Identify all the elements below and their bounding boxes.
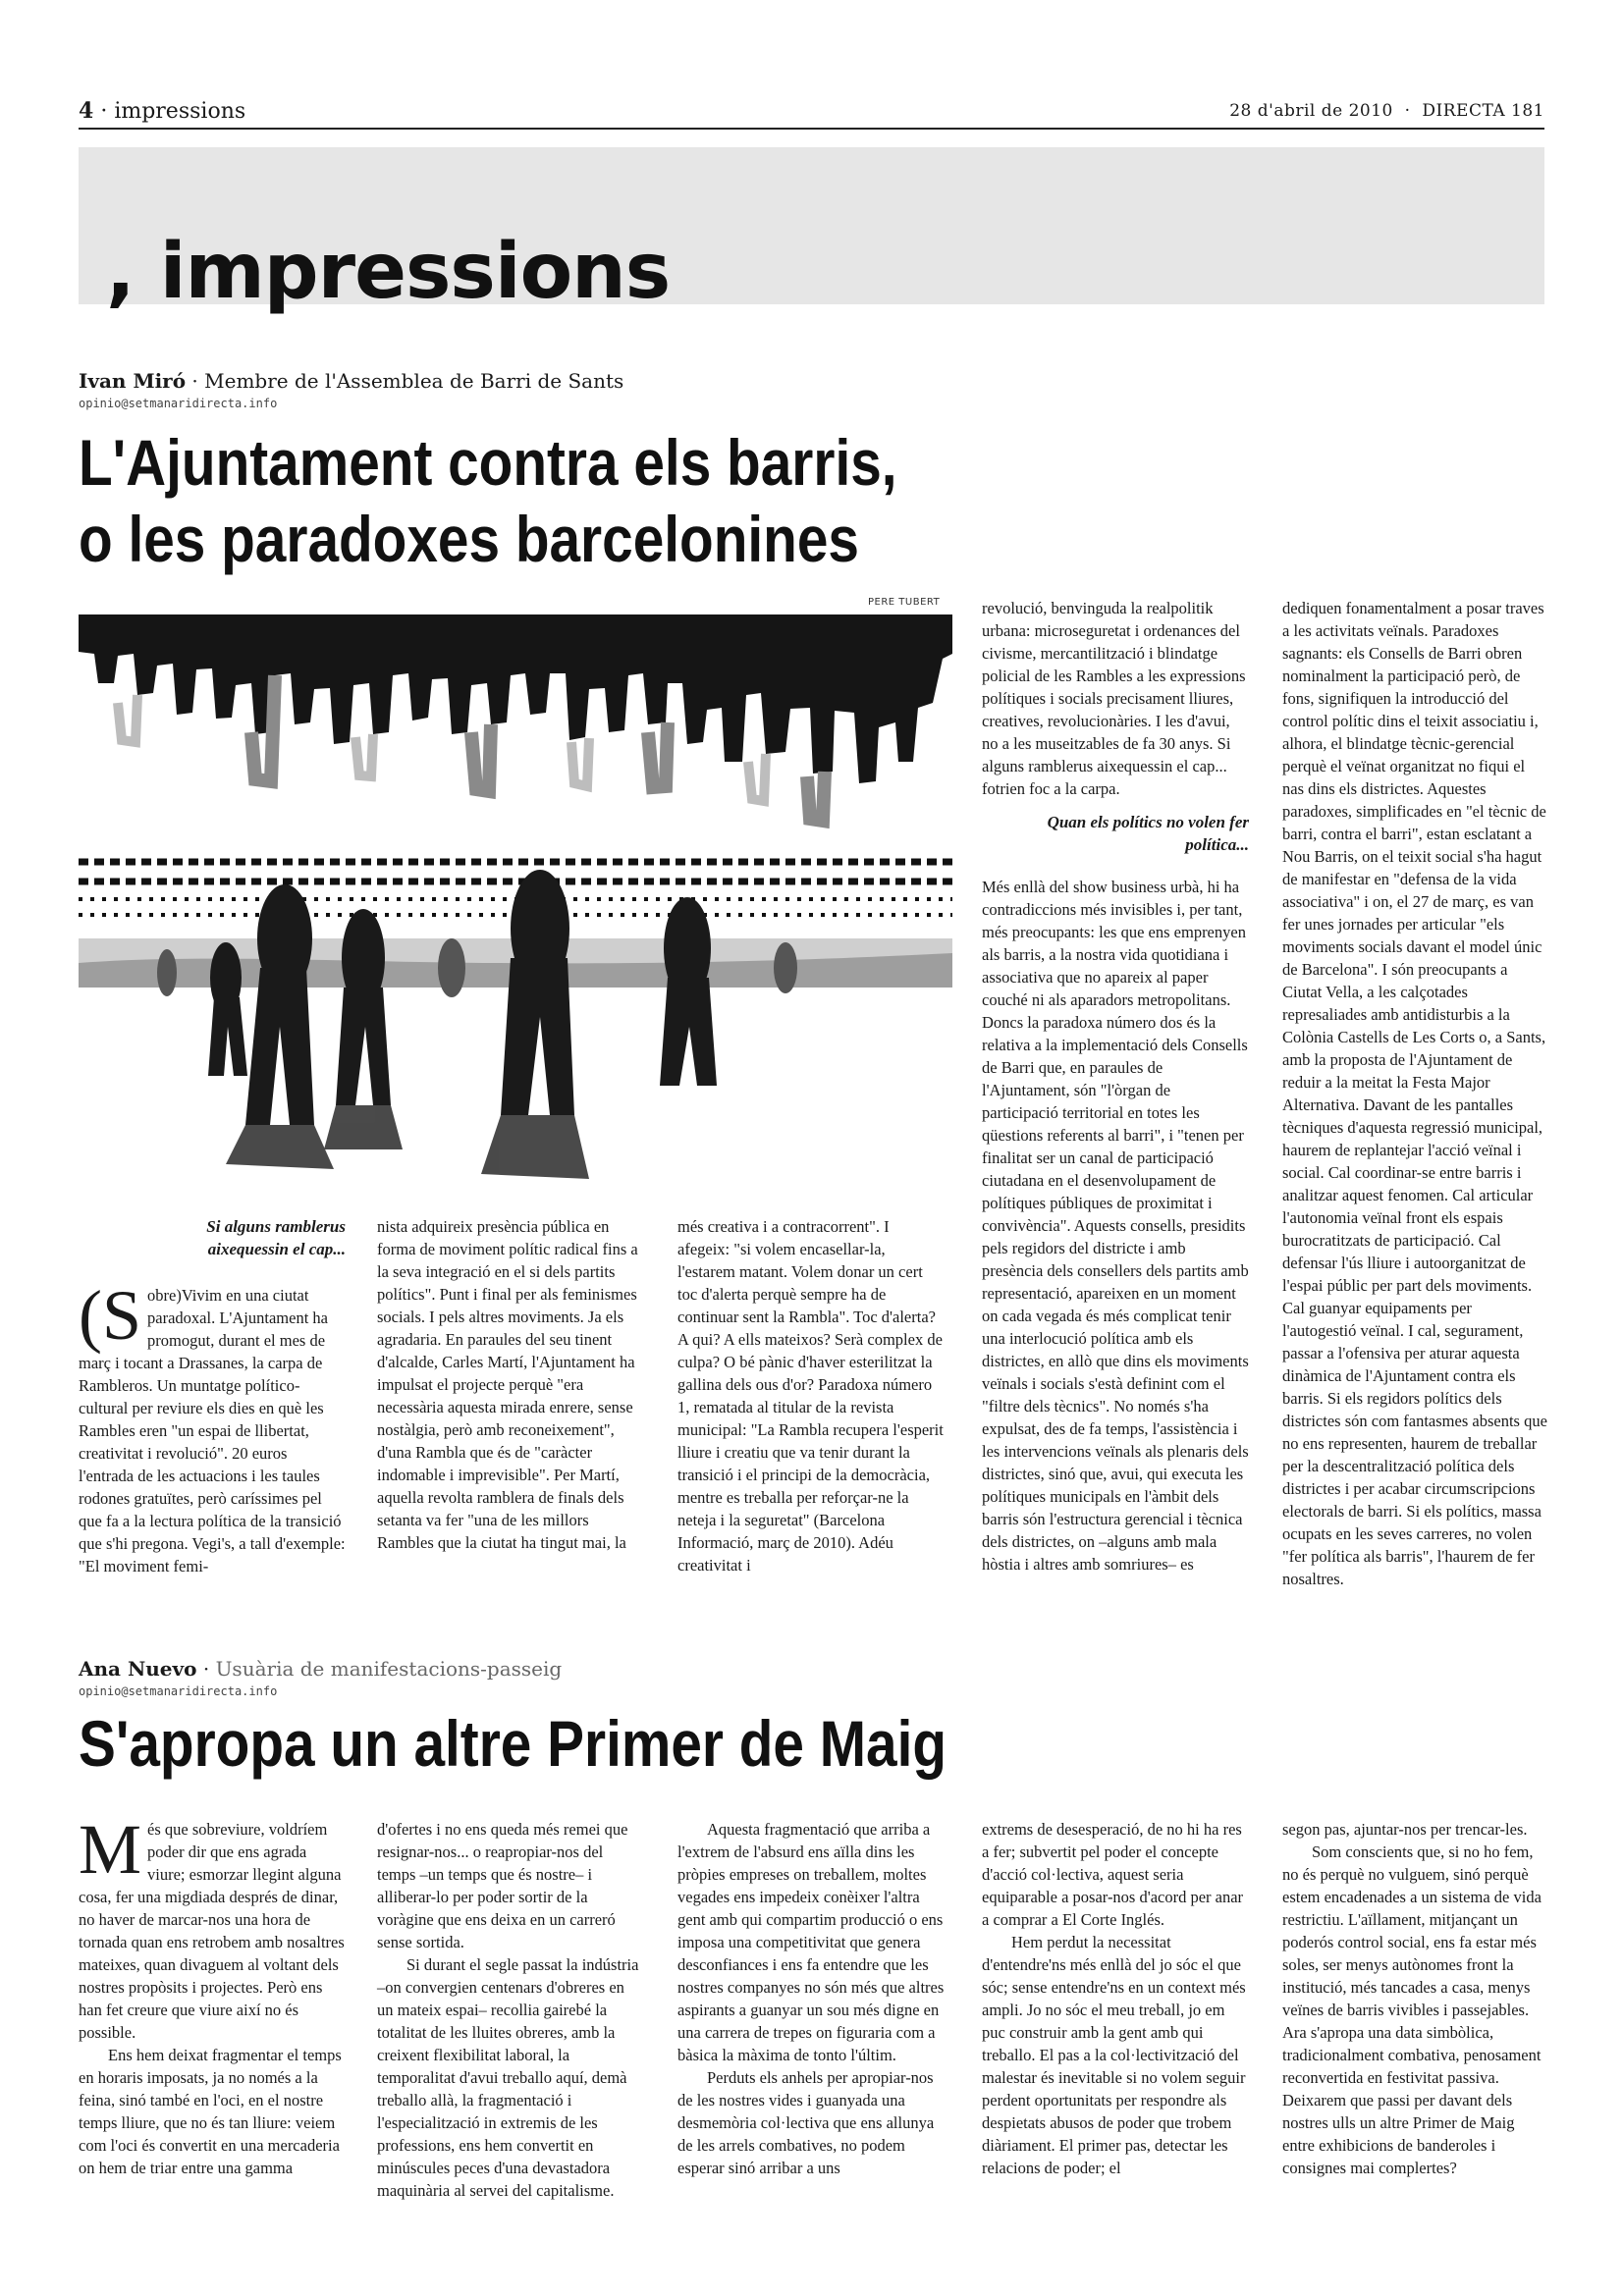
article1-illustration — [79, 614, 952, 1184]
article2-column-3b-text: Perduts els anhels per apropiar-nos de les nostres vides i guanyada una desmemòria col·lectiva que ens allunya de les arrels combatives, no podem esperar sinó arribar a uns — [677, 2068, 935, 2177]
article2-column-1 — [79, 1810, 346, 2179]
article2-column-3a-text: Aquesta fragmentació que arriba a l'extrem de l'absurd ens aïlla dins les pròpies empreses on treballem, moltes vegades ens impedeix conèixer l'altra gent amb qui compartim producció o ens imposa una competitivitat que genera desconfiances i ens fa entendre que les nostres companyes no són més que altres aspirants a guanyar un sou més digne en una carrera de trepes on figuraria com a bàsica la màxima de tonto l'últim. — [677, 1820, 945, 2064]
header-rule — [79, 128, 1544, 130]
article2-author: Ana Nuevo — [79, 1657, 197, 1681]
page-header-left — [79, 98, 245, 124]
article2-column-1a-text: és que sobreviure, voldríem poder dir que ens agrada viure; esmorzar llegint alguna cosa, fer una migdiada després de dinar, no haver de marcar-nos una hora de tornada quan ens retrobem amb nosaltres mateixes, quan divaguem al voltant dels nostres propòsits i projectes. Però ens han fet creure que viure així no és possible. — [79, 1820, 345, 2042]
photo-credit: PERE TUBERT — [868, 597, 941, 608]
article2-column-5a-text: segon pas, ajuntar-nos per trencar-les. — [1282, 1820, 1528, 1839]
article2-column-5 — [1282, 1818, 1549, 2179]
article1-author-sep: · — [191, 369, 198, 393]
article2-column-2 — [377, 1818, 644, 2202]
article1-headline-line2: o les paradoxes barcelonines — [79, 503, 859, 575]
article1-author: Ivan Miró — [79, 369, 187, 393]
article2-drop-cap: M — [79, 1810, 142, 1889]
article2-email: opinio@setmanaridirecta.info — [79, 1684, 278, 1698]
article2-column-5b-text: Som conscients que, si no ho fem, no és perquè no vulguem, sinó perquè estem encadenades a un sistema de vida restrictiu. L'aïllament, mitjançant un poderós control social, ens fa estar més soles, ser menys autònomes front la institució, més tancades a casa, menys veïnes de barris vivibles i passejables. Ara s'apropa una data simbòlica, tradicionalment combativa, penosament reconvertida en festivitat passiva. Deixarem que passi per davant dels nostres ulls un altre Primer de Maig entre exhibicions de banderoles i consignes mai complertes? — [1282, 1842, 1542, 2177]
article2-headline: S'apropa un altre Primer de Maig — [79, 1707, 947, 1780]
article2-column-2b-text: Si durant el segle passat la indústria –on convergien centenars d'obreres en un mateix espai– recollia gairebé la totalitat de les lluites obreres, amb la creixent flexibilitat laboral, la temporalitat d'avui treballo aquí, demà treballo allà, la fragmentació i l'especialització in extremis de les professions, ens hem convertit en minúscules peces d'una devastadora maquinària al servei del capitalisme. — [377, 1955, 639, 2200]
article2-role: Usuària de manifestacions-passeig — [215, 1657, 563, 1681]
article1-column-1 — [79, 1276, 346, 1577]
header-date: 28 d'abril de 2010 — [1229, 101, 1393, 121]
article2-column-4b-text: Hem perdut la necessitat d'entendre'ns més enllà del jo sóc el que sóc; sense entendre'ns en un context més ampli. Jo no sóc el meu treball, jo em puc construir amb la gent amb qui treballo. El pas a la col·lectivització del malestar és inevitable si no volem seguir perdent oportunitats per respondre als despietats abusos de poder que trobem diàriament. El primer pas, detectar les relacions de poder; el — [982, 1933, 1246, 2177]
article1-byline — [79, 369, 623, 393]
article1-role: Membre de l'Assemblea de Barri de Sants — [204, 369, 624, 393]
article2-byline — [79, 1657, 562, 1681]
article1-column-4b: Més enllà del show business urbà, hi ha contradiccions més invisibles i, per tant, més preocupants: les que ens emprenyen als barris, a la nostra vida quotidiana i associativa que no apareix al paper couché ni als aparadors metropolitans. Doncs la paradoxa número dos és la relativa a la implementació dels Consells de Barri que, en paraules de l'Ajuntament, són "l'òrgan de participació territorial en totes les qüestions referents al barri", i "tenen per finalitat ser un canal de participació ciutadana en el desenvolupament de polítiques públiques de proximitat i convivència". Aquests consells, presidits pels regidors del districte i amb presència dels consellers dels partits amb representació, apareixen en un moment on cada vegada és més complicat tenir una interlocució política amb els districtes, en allò que dins els moviments veïnals i socials s'està definint com el "filtre dels tècnics". No només s'ha expulsat, des de fa temps, l'assistència i les intervencions veïnals als plenaris dels districtes, sinó que, avui, qui executa les polítiques municipals en l'àmbit dels barris són l'estructura gerencial i tècnica dels districtes, on –alguns amb mala hòstia i altres amb somriures– es — [982, 878, 1249, 1574]
header-separator-2: · — [1404, 101, 1411, 121]
article2-author-sep: · — [202, 1657, 210, 1681]
page-number: 4 — [79, 98, 94, 124]
article1-drop-cap: (S — [79, 1276, 142, 1355]
header-publication: DIRECTA 181 — [1422, 101, 1544, 121]
article1-headline — [79, 424, 1007, 577]
page-header-right — [1229, 101, 1544, 121]
article1-column-1-text: obre)Vivim en una ciutat paradoxal. L'Ajuntament ha promogut, durant el mes de març i tocant a Drassanes, la carpa de Rambleros. Un muntatge político-cultural per reviure els dies en què les Rambles eren "un espai de llibertat, creativitat i revolució". 20 euros l'entrada de les actuacions i les taules rodones gratuïtes, però caríssimes pel que fa a la lectura política de la transició que s'hi pregona. Vegi's, a tall d'exemple: "El moviment femi- — [79, 1286, 346, 1575]
article2-column-2a-text: d'ofertes i no ens queda més remei que resignar-nos... o reapropiar-nos del temps –un temps que és nostre– i alliberar-lo per poder sortir de la voràgine que ens deixa en un carreró sense sortida. — [377, 1820, 628, 1951]
article2-column-4a-text: extrems de desesperació, de no hi ha res a fer; subvertit pel poder el concepte d'acció col·lectiva, aquest seria equiparable a posar-nos d'acord per anar a comprar a El Corte Inglés. — [982, 1820, 1244, 1929]
article1-column-5: dediquen fonamentalment a posar traves a les activitats veïnals. Paradoxes sagnants: els Consells de Barri obren nominalment la participació però, de fons, signifiquen la introducció del control polític dins el teixit associatiu i, alhora, el blindatge tècnic-gerencial perquè el veïnat organitzat no fiqui el nas dins els districtes. Aquestes paradoxes, simplificades en "el tècnic de barri, contra el barri", estan esclatant a Nou Barris, on el teixit social s'ha hagut de manifestar en "defensa de la vida associativa" i on, el 27 de març, es van fer unes jornades per articular "els moviments socials davant el model únic de Barcelona". I són preocupants a Ciutat Vella, a les calçotades represaliades amb antidisturbis a la Colònia Castells de Les Corts o, a Sants, amb la proposta de l'Ajuntament de reduir a la meitat la Festa Major Alternativa. Davant de les pantalles tècniques d'aquesta regressió municipal, haurem de replantejar l'acció veïnal i social. Cal coordinar-se entre barris i analitzar aquest fenomen. Cal articular l'autonomia veïnal front els espais burocratitzats de participació. Cal defensar l'ús lliure i autoorganitzat de l'espai públic per part dels moviments. Cal guanyar equipaments per l'autogestió veïnal. I cal, segurament, passar a l'ofensiva per aturar aquesta dinàmica de l'Ajuntament contra els barris. Si els regidors polítics dels districtes són com fantasmes absents que no ens representen, haurem de treballar per la descentralització política dels districtes i per acabar circumscripcions electorals de barri. Si els polítics, massa ocupats en les seves carreres, no volen "fer política als barris", l'haurem de fer nosaltres. — [1282, 599, 1547, 1588]
article1-pull-quote-2: Quan els polítics no volen fer política... — [1047, 813, 1249, 854]
article1-pull-quote-1: Si alguns ramblerus aixequessin el cap... — [206, 1217, 346, 1258]
article2-column-4 — [982, 1818, 1249, 2179]
article1-headline-line1: L'Ajuntament contra els barris, — [79, 426, 897, 499]
article1-column-3: més creativa i a contracorrent". I afegeix: "si volem encasellar-la, l'estarem matant. Volem donar un cert toc d'alerta perquè sempre ha de continuar sent la Rambla". Toc d'alerta? A qui? A ells mateixos? Serà complex de culpa? O bé pànic d'haver esterilitzat la gallina dels ous d'or? Paradoxa número 1, rematada al titular de la revista municipal: "La Rambla recupera l'esperit lliure i creatiu que va tenir durant la transició i el principi de la democràcia, mentre es treballa per reforçar-ne la neteja i la seguretat" (Barcelona Informació, març de 2010). Adéu creativitat i — [677, 1217, 944, 1575]
article1-column-4a: revolució, benvinguda la realpolitik urbana: microseguretat i ordenances del civisme, mercantilització i blindatge policial de les Rambles a les expressions polítiques i socials precisament lliures, creatives, revolucionàries. I les d'avui, no a les museitzables de fa 30 anys. Si alguns ramblerus aixequessin el cap... fotrien foc a la carpa. — [982, 599, 1246, 798]
section-title: , impressions — [106, 228, 671, 316]
article2-column-3 — [677, 1818, 945, 2179]
header-separator: · — [100, 99, 108, 124]
article2-column-1b-text: Ens hem deixat fragmentar el temps en horaris imposats, ja no només a la feina, sinó també en l'oci, en el nostre temps lliure, que no és tan lliure: veiem com l'oci és convertit en una mercaderia on hem de triar entre una gamma — [79, 2046, 342, 2177]
article1-email: opinio@setmanaridirecta.info — [79, 397, 278, 410]
header-section: impressions — [114, 99, 246, 124]
article1-column-2: nista adquireix presència pública en forma de moviment polític radical fins a la seva integració en el si dels partits polítics". Punt i final per als feminismes socials. I pels altres moviments. Ja els agradaria. En paraules del seu tinent d'alcalde, Carles Martí, l'Ajuntament ha impulsat el projecte perquè "era necessària aquesta mirada enrere, sense nostàlgia, però amb reconeixement", d'una Rambla que és de "caràcter indomable i imprevisible". Per Martí, aquella revolta ramblera de finals dels setanta va fer "una de les millors Rambles que la ciutat ha tingut mai, la — [377, 1217, 638, 1552]
